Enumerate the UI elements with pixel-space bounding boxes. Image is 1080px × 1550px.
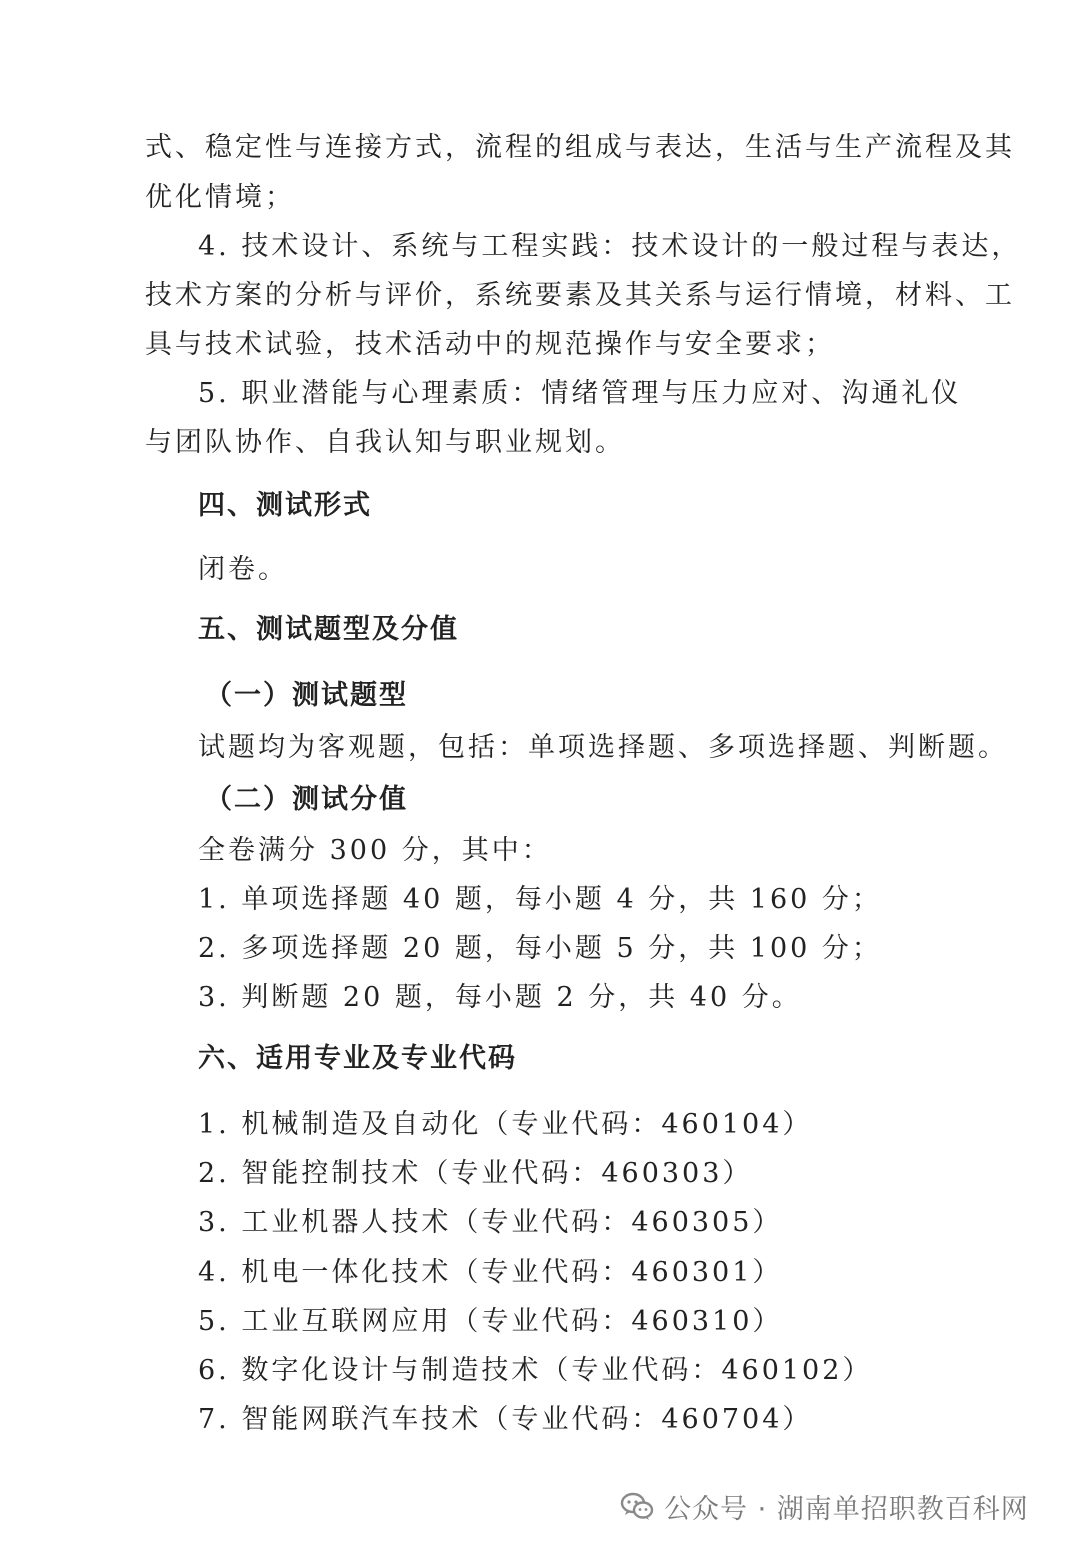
paragraph-line: 5. 职业潜能与心理素质：情绪管理与压力应对、沟通礼仪: [198, 378, 962, 409]
paragraph-line: 式、稳定性与连接方式，流程的组成与表达，生活与生产流程及其: [145, 132, 1015, 163]
list-item: 5. 工业互联网应用（专业代码：460310）: [198, 1306, 783, 1337]
wechat-icon: [620, 1489, 654, 1523]
watermark-text: 公众号 · 湖南单招职教百科网: [664, 1493, 1029, 1525]
paragraph-line: 与团队协作、自我认知与职业规划。: [145, 427, 625, 458]
paragraph-line: 技术方案的分析与评价，系统要素及其关系与运行情境，材料、工: [145, 280, 1015, 311]
list-item: 2. 多项选择题 20 题，每小题 5 分，共 100 分；: [198, 933, 882, 964]
list-item: 4. 机电一体化技术（专业代码：460301）: [198, 1257, 783, 1288]
list-item: 2. 智能控制技术（专业代码：460303）: [198, 1158, 753, 1189]
list-item: 3. 工业机器人技术（专业代码：460305）: [198, 1207, 783, 1238]
paragraph-line: 4. 技术设计、系统与工程实践：技术设计的一般过程与表达，: [198, 231, 1022, 262]
subsection-heading: （二）测试分值: [205, 784, 408, 815]
list-item: 3. 判断题 20 题，每小题 2 分，共 40 分。: [198, 982, 802, 1013]
list-item: 7. 智能网联汽车技术（专业代码：460704）: [198, 1404, 813, 1435]
list-item: 6. 数字化设计与制造技术（专业代码：460102）: [198, 1355, 873, 1386]
paragraph-line: 优化情境；: [145, 182, 295, 213]
account-watermark: [620, 1484, 1029, 1528]
list-item: 1. 机械制造及自动化（专业代码：460104）: [198, 1109, 813, 1140]
subsection-body: 全卷满分 300 分，其中：: [198, 835, 552, 866]
section-heading: 五、测试题型及分值: [198, 614, 459, 645]
section-body: 闭卷。: [198, 554, 288, 585]
list-item: 1. 单项选择题 40 题，每小题 4 分，共 160 分；: [198, 884, 882, 915]
subsection-body: 试题均为客观题，包括：单项选择题、多项选择题、判断题。: [198, 732, 1008, 763]
paragraph-line: 具与技术试验，技术活动中的规范操作与安全要求；: [145, 329, 835, 360]
subsection-heading: （一）测试题型: [205, 680, 408, 711]
section-heading: 四、测试形式: [198, 490, 372, 521]
section-heading: 六、适用专业及专业代码: [198, 1043, 517, 1074]
